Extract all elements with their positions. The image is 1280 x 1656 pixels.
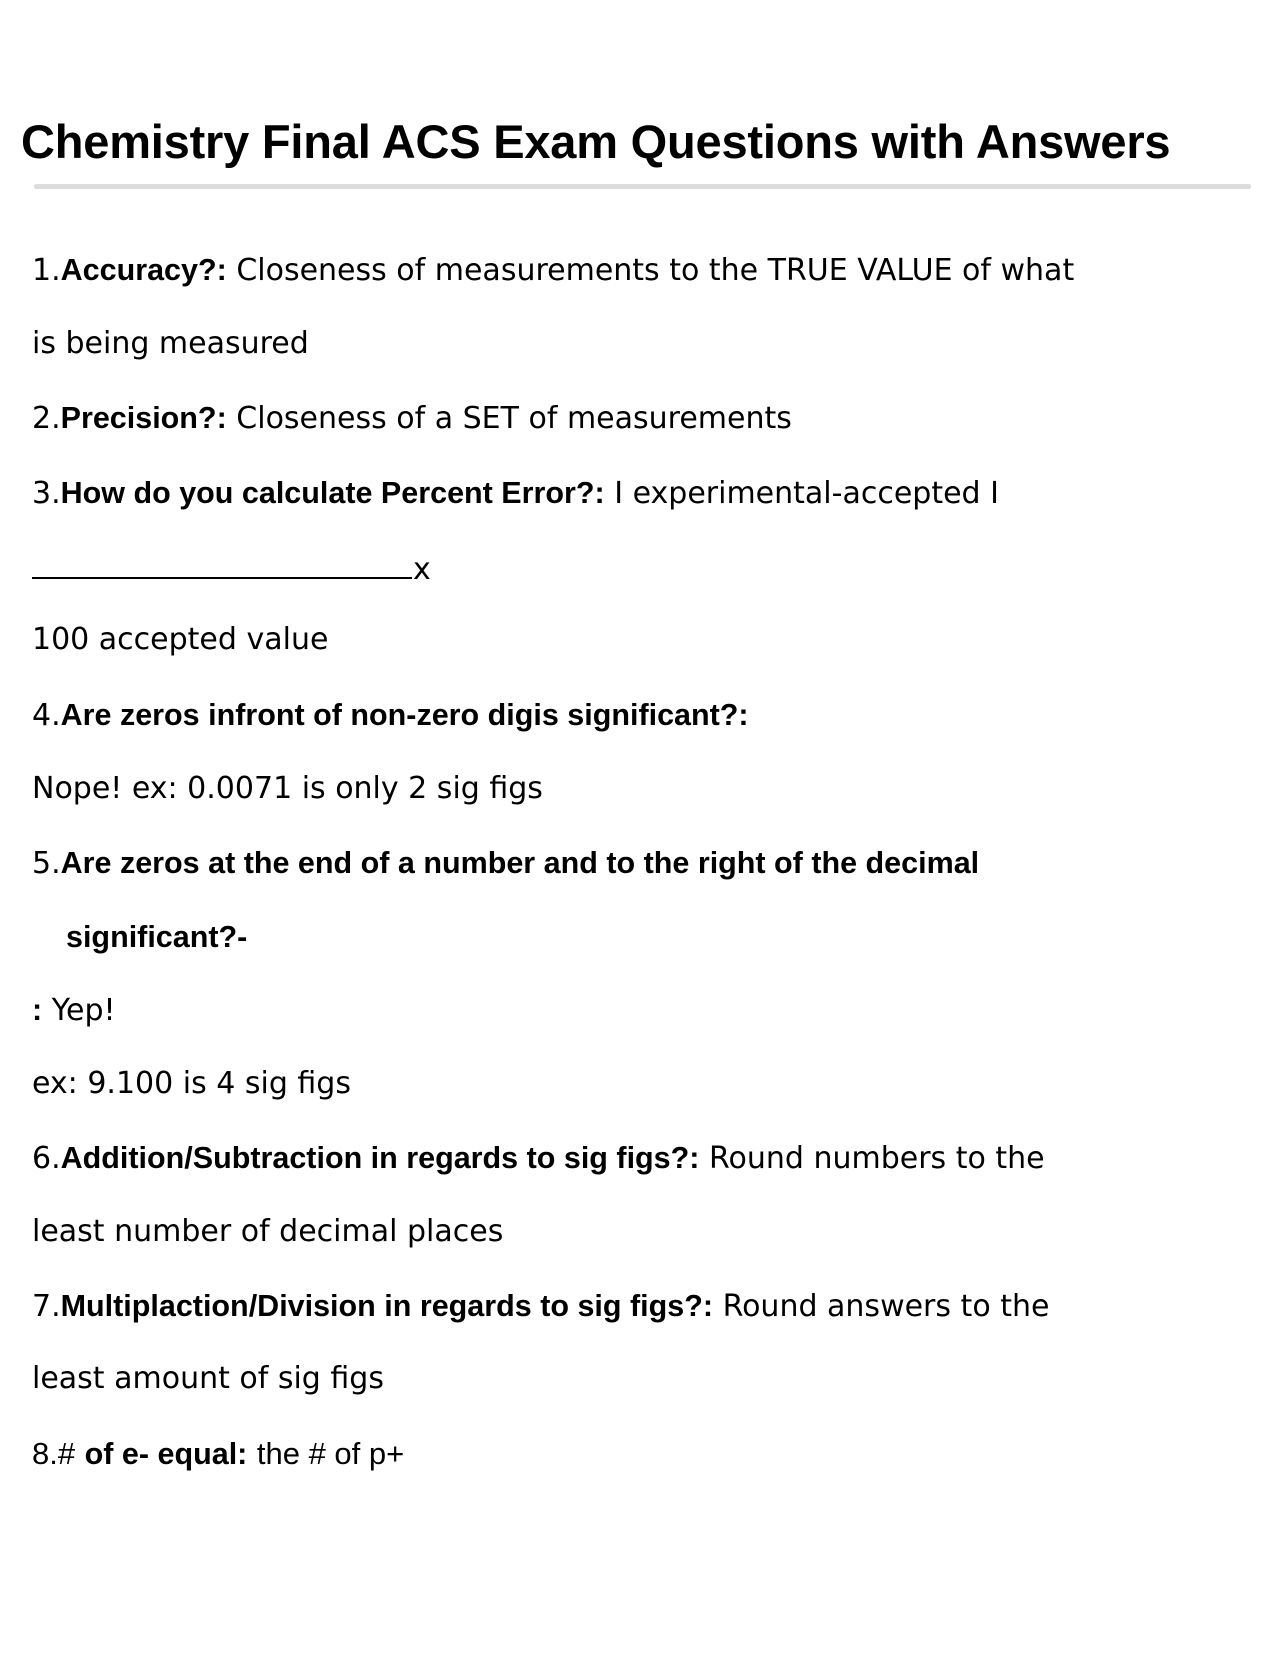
answer-text: I experimental-accepted I — [614, 476, 999, 511]
answer-text: Yep! — [51, 993, 116, 1028]
answer-text: the # of p+ — [256, 1436, 405, 1471]
answer-text: Closeness of measurements to the TRUE VALUE of what — [236, 253, 1075, 288]
qa-item-1 — [32, 250, 1074, 290]
title-divider — [34, 184, 1251, 189]
qa-item-4 — [32, 695, 749, 735]
answer-text: is being measured — [32, 326, 309, 361]
qa-item-3-continued — [32, 620, 328, 660]
qa-item-5-answer-continued — [32, 1064, 351, 1104]
qa-item-3 — [32, 473, 999, 513]
question-text: Multiplaction/Division in regards to sig figs?: — [60, 1289, 714, 1323]
item-number: 4. — [32, 698, 61, 733]
multiply-sign: x — [413, 552, 431, 587]
question-text: Accuracy?: — [60, 253, 227, 287]
question-text: significant?- — [66, 920, 248, 954]
qa-item-3-fraction — [32, 547, 431, 587]
question-text: Addition/Subtraction in regards to sig figs?: — [60, 1141, 700, 1175]
qa-item-5 — [32, 843, 979, 883]
qa-item-1-continued — [32, 324, 309, 364]
item-number: 3. — [32, 476, 61, 511]
qa-item-5-question-continued — [66, 917, 247, 957]
page-title: Chemistry Final ACS Exam Questions with Answers — [21, 115, 1171, 168]
qa-item-4-answer — [32, 769, 543, 809]
answer-prefix: : — [32, 993, 43, 1027]
item-number: 5. — [32, 846, 61, 881]
qa-item-6-continued — [32, 1212, 503, 1252]
answer-text: Nope! ex: 0.0071 is only 2 sig figs — [32, 771, 543, 806]
qa-item-7 — [32, 1286, 1049, 1326]
item-number: 6. — [32, 1141, 61, 1176]
item-number: 8. — [32, 1436, 58, 1471]
answer-text: least amount of sig figs — [32, 1361, 384, 1396]
item-number: 1. — [32, 253, 61, 288]
question-text: of e- equal: — [84, 1437, 248, 1471]
fraction-bar — [32, 547, 412, 579]
question-hash: # — [57, 1436, 76, 1471]
question-text: How do you calculate Percent Error?: — [60, 476, 605, 510]
qa-item-7-continued — [32, 1359, 384, 1399]
qa-item-5-answer — [32, 990, 116, 1030]
qa-item-2 — [32, 398, 792, 438]
question-text: Are zeros infront of non-zero digis significant?: — [60, 698, 749, 732]
item-number: 2. — [32, 401, 61, 436]
item-number: 7. — [32, 1289, 61, 1324]
qa-item-6 — [32, 1138, 1045, 1178]
answer-text: Round numbers to the — [708, 1141, 1045, 1176]
answer-text: 100 accepted value — [32, 622, 329, 657]
answer-text: least number of decimal places — [32, 1214, 504, 1249]
qa-item-8 — [32, 1434, 404, 1474]
answer-text: Closeness of a SET of measurements — [236, 401, 792, 436]
answer-text: ex: 9.100 is 4 sig figs — [32, 1066, 351, 1101]
question-text: Precision?: — [60, 401, 227, 435]
answer-text: Round answers to the — [722, 1289, 1050, 1324]
question-text: Are zeros at the end of a number and to the right of the decimal — [60, 846, 980, 880]
